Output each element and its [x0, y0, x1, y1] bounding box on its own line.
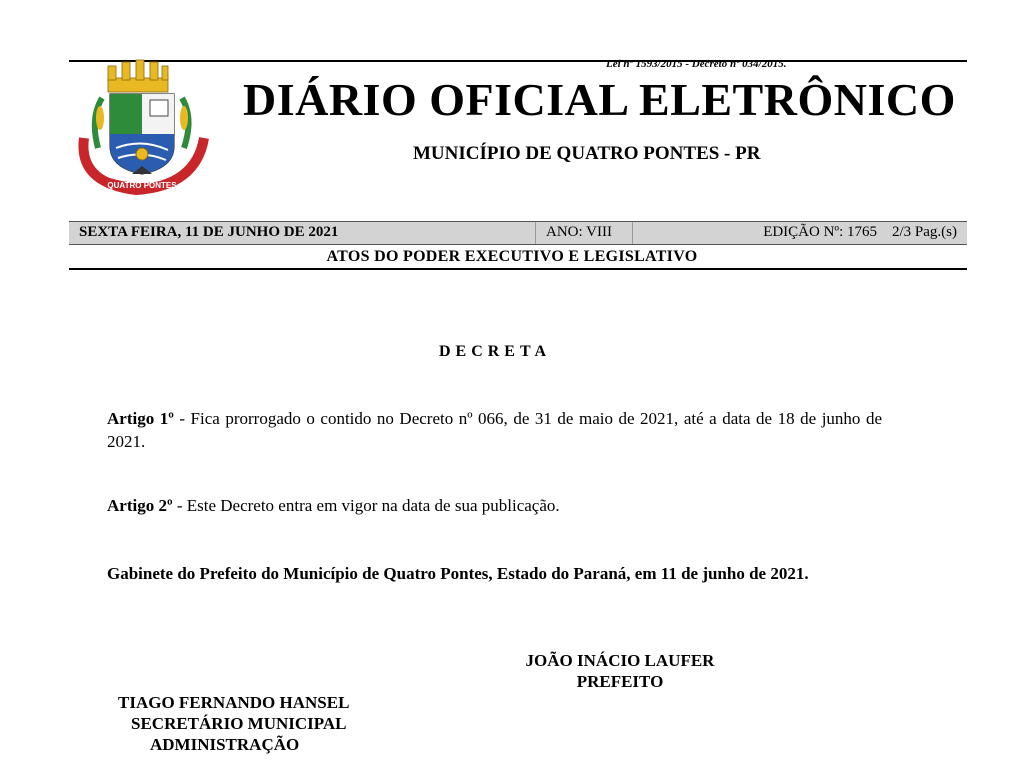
prefeito-title: PREFEITO — [576, 672, 664, 691]
artigo-1-text: - Fica prorrogado o contido no Decreto nº 066, de 31 de maio de 2021, até a data de 18 de junho de 2021. — [107, 409, 882, 451]
lei-line: Lei nº 1593/2015 - Decreto nº 034/2015. — [606, 58, 787, 70]
page-subtitle: MUNICÍPIO DE QUATRO PONTES - PR — [413, 143, 761, 164]
edition-info-bar — [69, 221, 967, 245]
info-separator — [535, 222, 536, 244]
edition-year: ANO: VIII — [546, 224, 612, 240]
section-title: ATOS DO PODER EXECUTIVO E LEGISLATIVO — [326, 248, 698, 265]
prefeito-signature — [500, 650, 740, 692]
artigo-1-label: Artigo 1º — [107, 409, 174, 428]
artigo-2 — [107, 494, 882, 517]
decree-heading: DECRETA — [438, 343, 552, 360]
secretario-signature — [110, 692, 380, 755]
artigo-1 — [107, 407, 882, 453]
secretario-name: TIAGO FERNANDO HANSEL — [118, 693, 350, 712]
secretario-dept: ADMINISTRAÇÃO — [150, 735, 300, 754]
section-rule — [69, 268, 967, 270]
edition-number: EDIÇÃO Nº: 1765 2/3 Pag.(s) — [763, 224, 957, 240]
crest-banner-text: QUATRO PONTES — [107, 181, 177, 190]
prefeito-name: JOÃO INÁCIO LAUFER — [525, 651, 715, 670]
info-separator — [632, 222, 633, 244]
edition-date: SEXTA FEIRA, 11 DE JUNHO DE 2021 — [79, 224, 339, 240]
gabinete-closing: Gabinete do Prefeito do Município de Quatro Pontes, Estado do Paraná, em 11 de junho de 2021. — [107, 564, 809, 583]
coat-of-arms-icon — [76, 58, 212, 198]
artigo-2-text: - Este Decreto entra em vigor na data de sua publicação. — [172, 496, 560, 515]
secretario-title: SECRETÁRIO MUNICIPAL — [131, 714, 347, 733]
artigo-2-label: Artigo 2º — [107, 496, 173, 515]
page-title: DIÁRIO OFICIAL ELETRÔNICO — [243, 74, 956, 125]
